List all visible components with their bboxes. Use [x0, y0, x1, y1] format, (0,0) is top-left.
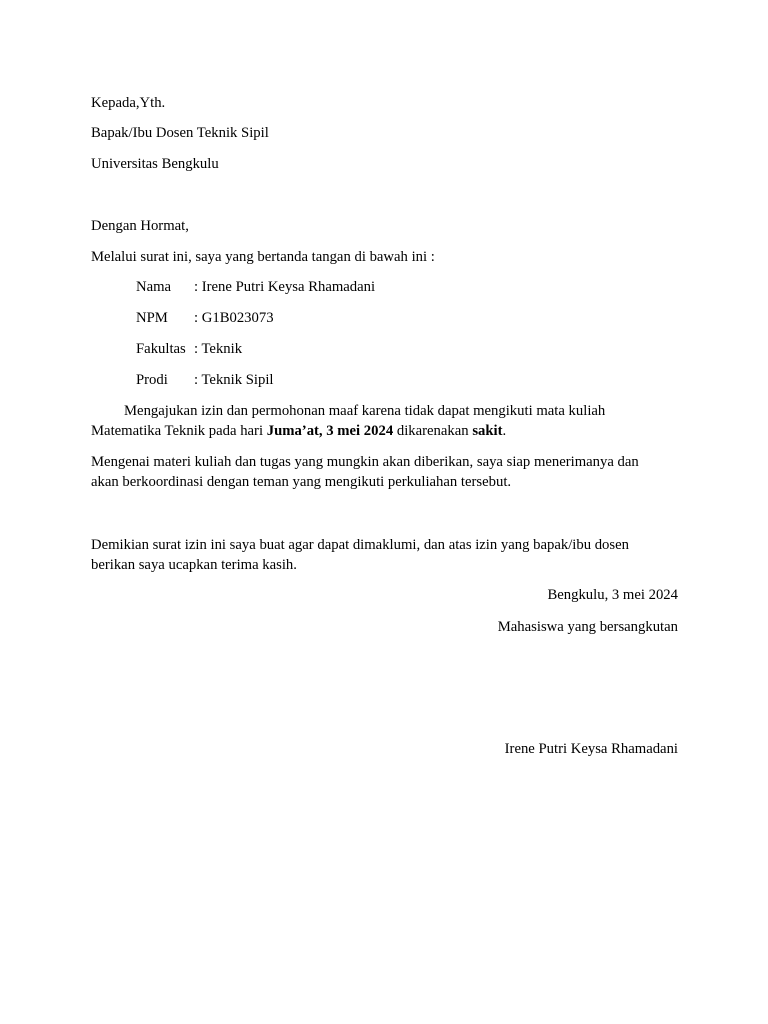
identity-value-npm: : G1B023073: [194, 310, 274, 326]
recipient-line-1: Kepada,Yth.: [91, 95, 166, 111]
identity-value-nama: : Irene Putri Keysa Rhamadani: [194, 279, 376, 295]
identity-label-prodi: Prodi: [136, 372, 168, 388]
signer-name: Irene Putri Keysa Rhamadani: [504, 741, 678, 757]
signer-title: Mahasiswa yang bersangkutan: [497, 619, 678, 635]
place-date: Bengkulu, 3 mei 2024: [547, 587, 678, 603]
request-suffix: .: [502, 423, 507, 439]
recipient-line-3: Universitas Bengkulu: [91, 156, 219, 172]
identity-label-fakultas: Fakultas: [136, 341, 186, 357]
request-reason: sakit: [472, 423, 503, 439]
identity-value-fakultas: : Teknik: [194, 341, 243, 357]
identity-value-prodi: : Teknik Sipil: [194, 372, 274, 388]
intro-text: Melalui surat ini, saya yang bertanda tangan di bawah ini :: [91, 249, 435, 265]
request-day: Juma’at, 3 mei 2024: [266, 423, 394, 439]
request-line-1: Mengajukan izin dan permohonan maaf karena tidak dapat mengikuti mata kuliah: [124, 403, 606, 419]
identity-label-nama: Nama: [136, 279, 172, 295]
closing-line-2: berikan saya ucapkan terima kasih.: [91, 557, 297, 573]
identity-label-npm: NPM: [136, 310, 168, 326]
request-line-2: [91, 421, 506, 441]
salutation: Dengan Hormat,: [91, 218, 189, 234]
closing-line-1: Demikian surat izin ini saya buat agar dapat dimaklumi, dan atas izin yang bapak/ibu dosen: [91, 537, 629, 553]
request-prefix: Matematika Teknik pada hari: [91, 423, 267, 439]
request-middle: dikarenakan: [393, 423, 473, 439]
materials-line-2: akan berkoordinasi dengan teman yang mengikuti perkuliahan tersebut.: [91, 474, 512, 490]
materials-line-1: Mengenai materi kuliah dan tugas yang mungkin akan diberikan, saya siap menerimanya dan: [91, 454, 639, 470]
recipient-line-2: Bapak/Ibu Dosen Teknik Sipil: [91, 125, 269, 141]
